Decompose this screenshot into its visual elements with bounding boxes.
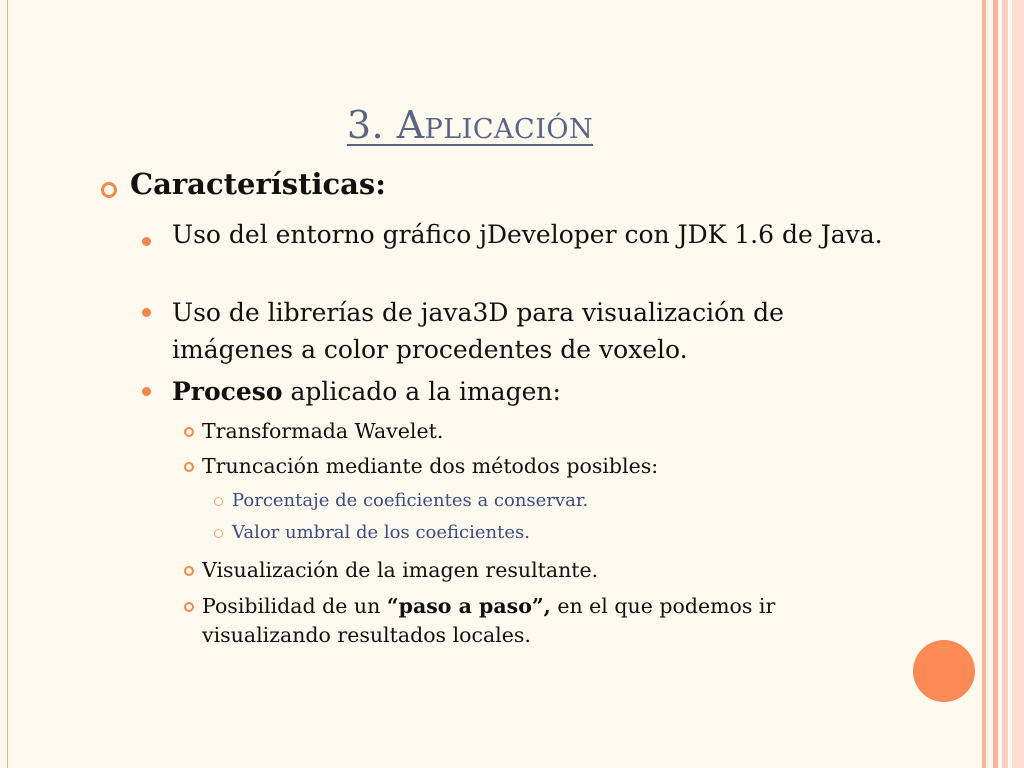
ring-bullet-icon bbox=[184, 462, 194, 472]
list-item: Uso del entorno gráfico jDeveloper con JDK 1.6 de Java. bbox=[172, 220, 883, 249]
dot-bullet-icon bbox=[142, 308, 151, 317]
ring-bullet-icon bbox=[214, 529, 223, 538]
decorative-stripe bbox=[982, 0, 986, 768]
slide-title: 3. Aplicación bbox=[346, 103, 594, 147]
decorative-circle bbox=[913, 640, 975, 702]
sub-list-item bbox=[202, 592, 882, 650]
decorative-stripe bbox=[1012, 0, 1024, 768]
list-item-text: aplicado a la imagen: bbox=[282, 377, 561, 406]
decorative-stripe bbox=[993, 0, 998, 768]
ring-bullet-icon bbox=[184, 427, 194, 437]
sub-list-item: Visualización de la imagen resultante. bbox=[202, 558, 599, 582]
sub-list-item: Truncación mediante dos métodos posibles: bbox=[202, 454, 659, 478]
section-heading: Características: bbox=[130, 167, 386, 201]
list-item-text: Posibilidad de un bbox=[202, 594, 387, 618]
bold-text: “paso a paso”, bbox=[386, 594, 551, 618]
sub-sub-list-item: Valor umbral de los coeficientes. bbox=[232, 522, 530, 543]
list-item bbox=[172, 373, 892, 410]
dot-bullet-icon bbox=[142, 237, 151, 246]
decorative-stripe bbox=[1002, 0, 1008, 768]
decorative-stripe bbox=[987, 0, 988, 768]
list-item: Uso de librerías de java3D para visualización de imágenes a color procedentes de voxelo. bbox=[172, 298, 784, 364]
sub-list-item: Transformada Wavelet. bbox=[202, 419, 444, 443]
dot-bullet-icon bbox=[142, 387, 151, 396]
ring-bullet-icon bbox=[184, 602, 194, 612]
list-item-text: en el que podemos ir visualizando resultados locales. bbox=[202, 594, 776, 647]
ring-bullet-icon bbox=[101, 182, 117, 198]
sub-sub-list-item: Porcentaje de coeficientes a conservar. bbox=[232, 490, 589, 511]
ring-bullet-icon bbox=[214, 497, 223, 506]
bold-text: Proceso bbox=[172, 377, 283, 406]
ring-bullet-icon bbox=[184, 566, 194, 576]
